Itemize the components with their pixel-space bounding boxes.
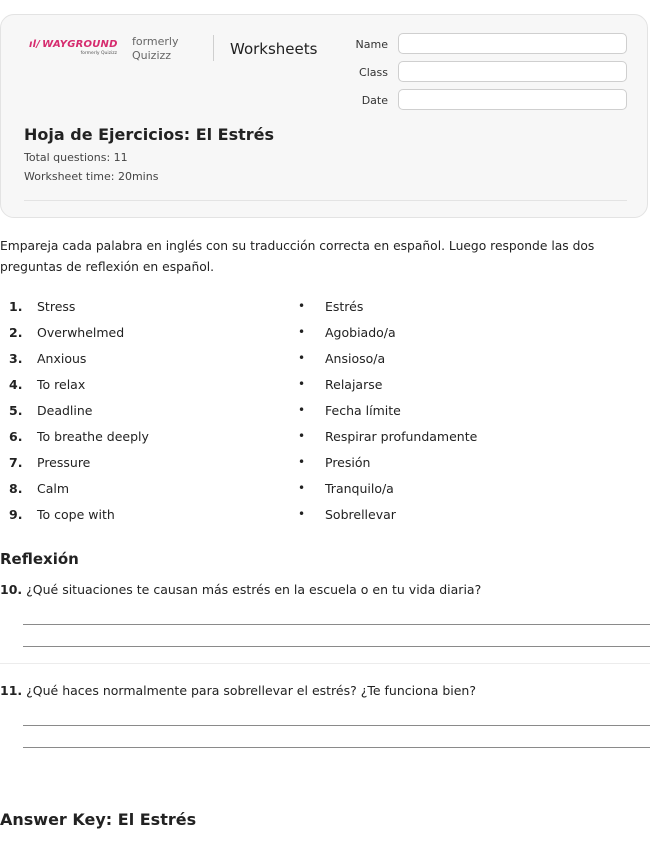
english-term: Stress <box>37 299 76 314</box>
question-number: 7. <box>9 455 23 470</box>
name-label: Name <box>355 38 388 51</box>
answer-line[interactable] <box>23 747 650 748</box>
bullet: • <box>298 455 306 469</box>
name-field[interactable] <box>398 33 627 54</box>
english-term: To cope with <box>37 507 115 522</box>
date-label: Date <box>361 94 388 107</box>
answer-key-heading: Answer Key: El Estrés <box>0 810 197 829</box>
question-number: 10. <box>0 582 23 597</box>
header-rule <box>24 200 627 201</box>
worksheets-label: Worksheets <box>230 40 318 58</box>
question-number: 6. <box>9 429 23 444</box>
question-text: ¿Qué situaciones te causan más estrés en la escuela o en tu vida diaria? <box>26 582 482 597</box>
spanish-term: Tranquilo/a <box>325 481 394 496</box>
english-term: To breathe deeply <box>37 429 149 444</box>
spanish-term: Estrés <box>325 299 364 314</box>
bullet: • <box>298 377 306 391</box>
worksheet-title: Hoja de Ejercicios: El Estrés <box>24 125 275 144</box>
question-number: 2. <box>9 325 23 340</box>
spanish-term: Respirar profundamente <box>325 429 478 444</box>
formerly-quizizz-label: formerly Quizizz <box>132 35 179 62</box>
class-label: Class <box>359 66 388 79</box>
spanish-term: Fecha límite <box>325 403 401 418</box>
worksheet-time: Worksheet time: 20mins <box>24 170 159 183</box>
english-term: Deadline <box>37 403 93 418</box>
bullet: • <box>298 325 306 339</box>
spanish-term: Relajarse <box>325 377 383 392</box>
header-divider <box>213 35 214 61</box>
spanish-term: Agobiado/a <box>325 325 396 340</box>
answer-line[interactable] <box>23 624 650 625</box>
question-number: 8. <box>9 481 23 496</box>
spanish-term: Ansioso/a <box>325 351 386 366</box>
total-questions: Total questions: 11 <box>24 151 128 164</box>
bullet: • <box>298 299 306 313</box>
date-field[interactable] <box>398 89 627 110</box>
wayground-logo: ıl/ WAYGROUND formerly Quizizz <box>29 39 118 56</box>
open-question <box>0 582 481 597</box>
question-number: 1. <box>9 299 23 314</box>
question-number: 9. <box>9 507 23 522</box>
question-number: 5. <box>9 403 23 418</box>
english-term: Pressure <box>37 455 91 470</box>
bullet: • <box>298 429 306 443</box>
bullet: • <box>298 403 306 417</box>
question-number: 4. <box>9 377 23 392</box>
answer-line[interactable] <box>23 725 650 726</box>
bullet: • <box>298 507 306 521</box>
bullet: • <box>298 351 306 365</box>
reflection-heading: Reflexión <box>0 550 79 568</box>
class-field[interactable] <box>398 61 627 82</box>
english-term: Calm <box>37 481 70 496</box>
english-term: Overwhelmed <box>37 325 125 340</box>
open-question <box>0 683 476 698</box>
question-text: ¿Qué haces normalmente para sobrellevar el estrés? ¿Te funciona bien? <box>26 683 476 698</box>
question-separator <box>0 663 650 664</box>
bullet: • <box>298 481 306 495</box>
worksheet-header-card <box>0 14 648 218</box>
answer-line[interactable] <box>23 646 650 647</box>
spanish-term: Presión <box>325 455 371 470</box>
question-number: 3. <box>9 351 23 366</box>
spanish-term: Sobrellevar <box>325 507 396 522</box>
instructions: Empareja cada palabra en inglés con su traducción correcta en español. Luego responde las dos preguntas de reflexión en español. <box>0 239 595 274</box>
question-number: 11. <box>0 683 23 698</box>
english-term: Anxious <box>37 351 87 366</box>
english-term: To relax <box>37 377 86 392</box>
